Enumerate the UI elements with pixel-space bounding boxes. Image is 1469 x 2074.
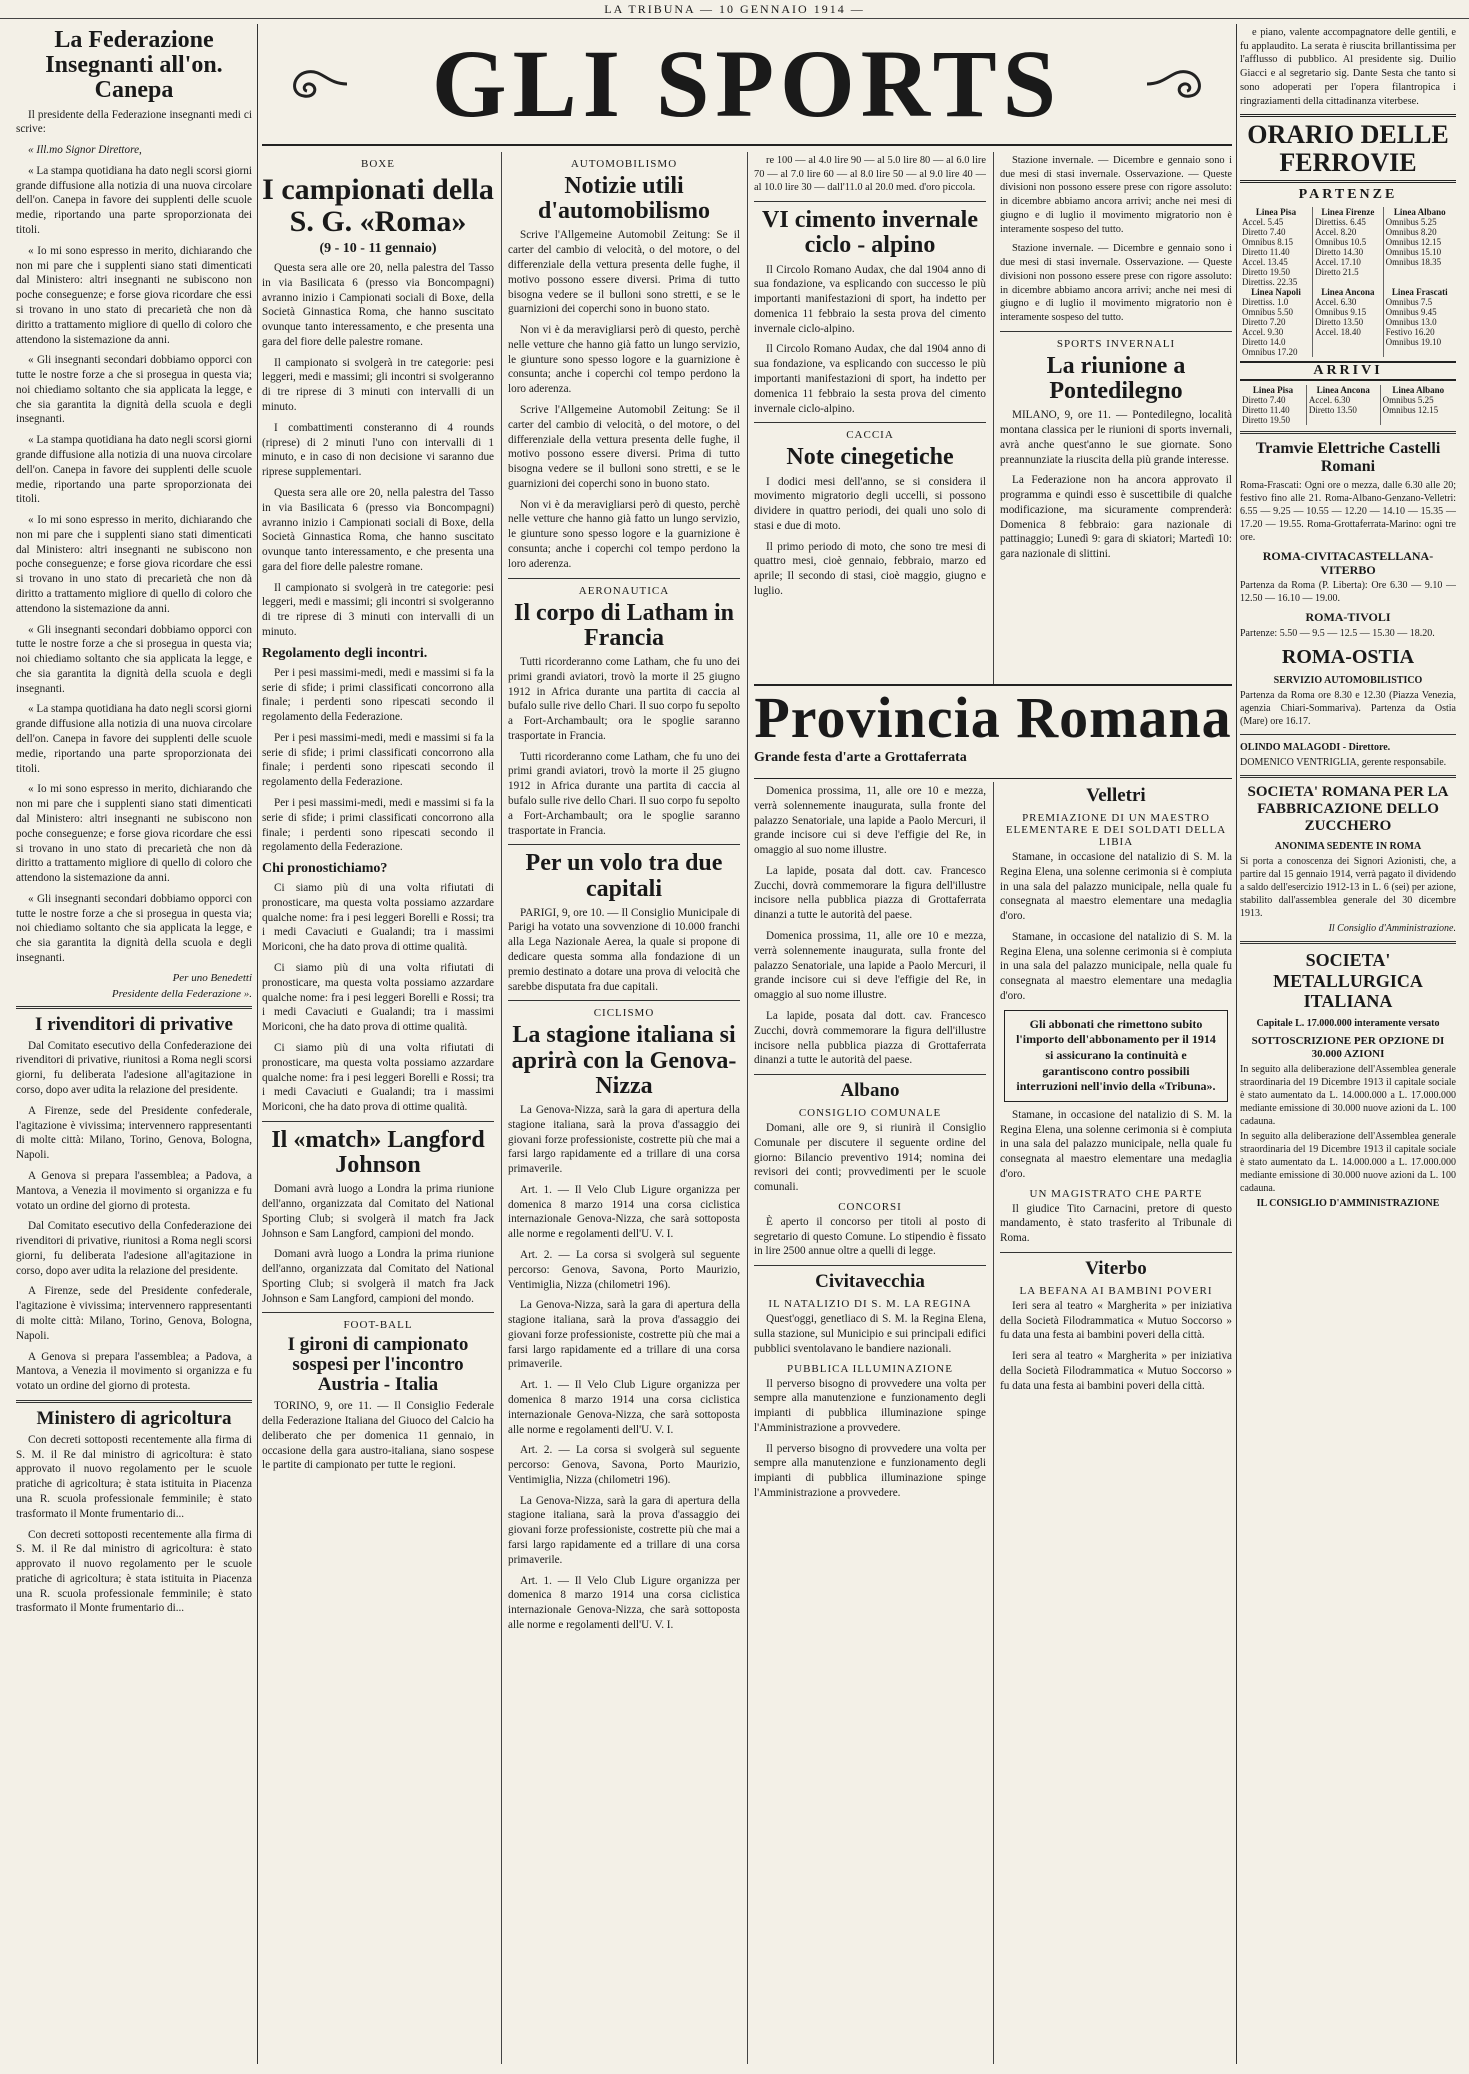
viterbo-kicker: LA BEFANA AI BAMBINI POVERI (1019, 1284, 1213, 1297)
boxe-paragraph: Questa sera alle ore 20, nella palestra del Tasso in via Basilicata 6 (presso via Boncompagni) avranno inizio i Campionati sociali di Boxe, della Società Ginnastica Roma, che hanno suscitato ovunque tanto interessamento, e che presenta una gara del fiore delle palestre romane. (262, 262, 494, 348)
divider (754, 1265, 986, 1266)
divider (16, 1400, 252, 1403)
latham-headline: Il corpo di Latham in Francia (513, 599, 735, 651)
volo-headline: Per un volo tra due capitali (525, 850, 723, 902)
cimento-paragraph: Il Circolo Romano Audax, che dal 1904 anno di sua fondazione, va esplicando con successo le più importanti manifestazioni di sport, ha indetto per domenica 11 febbraio la sesta prova del cimento invernale ciclo-alpino. (754, 263, 986, 335)
divider (754, 201, 986, 202)
arrivi-table (1240, 385, 1456, 425)
train-entry: Diretto 14.0 (1242, 337, 1286, 347)
rivenditori-paragraph: A Firenze, sede del Presidente confederale, l'agitazione è vivissima; intervennero rappresentanti di molte città: Milano, Torino, Genova, Bologna, Napoli. (16, 1104, 252, 1162)
divider (754, 1074, 986, 1075)
pronostici-paragraph: Ci siamo più di una volta rifiutati di pronosticare, ma questa volta possiamo azzardare qualche nome: fra i pesi leggeri Borelli e Rossi; tra i medi Cavaciuti e Gualandi; tra i massimi Moriconi, che ha dato prova di ottime qualità. (262, 882, 494, 954)
train-entry: Omnibus 9.15 (1315, 307, 1367, 317)
rivenditori-headline: I rivenditori di privative (35, 1013, 233, 1035)
train-entry: Diretto 7.20 (1242, 317, 1286, 327)
line-name: Linea Pisa (1255, 207, 1297, 217)
illuminazione-paragraph: Il perverso bisogno di provvedere una volta per sempre alla manutenzione e funzionamento degli impianti di pubblica illuminazione spinge l'Amministrazione a provvedere. (754, 1442, 986, 1499)
albano-paragraph: Domani, alle ore 9, si riunirà il Consiglio Comunale per discutere il seguente ordine del giorno: Bilancio preventivo 1914; nomina dei revisori dei conti; provvedimenti per le scuole comunali. (754, 1122, 986, 1194)
federazione-paragraph: « Io mi sono espresso in merito, dichiarando che non mi pare che i supplenti siano stati dimenticati dal Ministero: altri insegnanti ne subiscono non poche conseguenze; e forse giova ricordare che essi si trovano in uno stato di precarietà che non dà diritto a trattamento migliore di quello di coloro che attendono la sistemazione da anni. (16, 783, 252, 885)
running-head: LA TRIBUNA — 10 GENNAIO 1914 — (0, 0, 1469, 19)
divider (508, 578, 740, 579)
ciclismo-paragraph: Art. 2. — La corsa si svolgerà sul seguente percorso: Genova, Savona, Porto Maurizio, Ventimiglia, Nizza (chilometri 196). (508, 1444, 740, 1486)
ciclismo-paragraph: La Genova-Nizza, sarà la gara di apertura della stagione italiana, sarà la prova d'assaggio dei giovani forze professioniste, costrette più che mai a farsi largo rapidamente ed a trillare di una corsa primaverile. (508, 1103, 740, 1176)
partenze-table (1240, 207, 1456, 357)
rivenditori-paragraph: A Firenze, sede del Presidente confederale, l'agitazione è vivissima; intervennero rappresentanti di molte città: Milano, Torino, Genova, Bologna, Napoli. (16, 1285, 252, 1342)
boxe-headline: I campionati della S. G. «Roma» (262, 173, 494, 238)
ciclismo-paragraph: Art. 1. — Il Velo Club Ligure organizza per domenica 8 marzo 1914 una corsa ciclistica internazionale Genova-Nizza, che sarà sottoposta alle norme e regolamenti dell'U. V. I. (508, 1379, 740, 1436)
sport-invernali-kicker: SPORTS INVERNALI (1056, 337, 1176, 350)
ciclismo-paragraph: La Genova-Nizza, sarà la gara di apertura della stagione italiana, sarà la prova d'assaggio dei giovani forze professioniste, costrette più che mai a farsi largo rapidamente ed a trillare di una corsa primaverile. (508, 1299, 740, 1371)
langford-headline: Il «match» Langford Johnson (271, 1126, 485, 1179)
right-column (1240, 24, 1456, 2064)
boxe-paragraph: Questa sera alle ore 20, nella palestra del Tasso in via Basilicata 6 (presso via Boncompagni) avranno inizio i Campionati sociali di Boxe, della Società Ginnastica Roma, che hanno suscitato ovunque tanto interessamento, e che presenta una gara del fiore delle palestre romane. (262, 486, 494, 573)
train-entry: Omnibus 19.10 (1385, 337, 1442, 347)
line-name: Linea Albano (1392, 385, 1445, 395)
auto-kicker: AUTOMOBILISMO (570, 158, 678, 170)
auto-paragraph: Non vi è da meravigliarsi però di questo, perchè nelle vetture che hanno già fatto un lungo servizio, le giunture sono spesso logore e la guarnizione è consunta; anche i coperchi col tempo perdono la loro aderenza. (508, 498, 740, 570)
caccia-kicker: CACCIA (846, 429, 894, 442)
train-entry: Omnibus 18.35 (1385, 257, 1442, 267)
tivoli-title: ROMA-TIVOLI (1305, 610, 1391, 625)
grottaferrata-paragraph: La lapide, posata dal dott. cav. Francesco Zucchi, dovrà commemorare la figura dell'illustre incisore nella pubblica piazza di Grottaferrata dinanzi a tutte le autorità del paese. (754, 864, 986, 922)
tramvie-text: Roma-Frascati: Ogni ore o mezza, dalle 6.30 alle 20; festivo fino alle 21. Roma-Albano-Genzano-Velletri: 6.55 — 9.25 — 10.55 — 12.20 — 14.10 — 15.35 — 17.20 — 19.55. Roma-Grottaferrata-Marino: ogni tre ore. (1240, 479, 1456, 543)
divider (754, 422, 986, 423)
pronostici-paragraph: Ci siamo più di una volta rifiutati di pronosticare, ma questa volta possiamo azzardare qualche nome: fra i pesi leggeri Borelli e Rossi; tra i medi Cavaciuti e Gualandi; tra i massimi Moriconi, che ha dato prova di ottime qualità. (262, 962, 494, 1034)
auto-headline: Notizie utili d'automobilismo (537, 173, 711, 225)
line-name: Linea Napoli (1251, 287, 1301, 297)
langford-paragraph: Domani avrà luogo a Londra la prima riunione dell'anno, organizzata dal Comitato del National Sporting Club; si svolgerà il match fra Jack Johnson e Sam Langford, campioni del mondo. (262, 1183, 494, 1240)
auto-paragraph: Scrive l'Allgemeine Automobil Zeitung: Se il carter del cambio di velocità, o del motore, o del differenziale della vettura presenta delle fughe, il motivo possono essere diversi. Prima di tutto bisogna vedere se il bulloni sono stretti, e se le guarnizioni dei coperchi sono in buono stato. (508, 403, 740, 490)
latham-paragraph: Tutti ricorderanno come Latham, che fu uno dei primi grandi aviatori, trovò la morte il 25 giugno 1912 in Africa durante una partita di caccia al bufalo sulle rive dello Chari. Il suo corpo fu sepolto a Fort-Archambault; ora le spoglie saranno trasportate in Francia. (508, 655, 740, 742)
divider (262, 1121, 494, 1122)
volo-paragraph: PARIGI, 9, ore 10. — Il Consiglio Municipale di Parigi ha votato una sovvenzione di 10.000 franchi alla Lega Nazionale Aerea, la quale si propone di dedicare questa somma alla fondazione di un premio destinato a dotare una prova di velocità che sarebbe disputata fra due capitali. (508, 906, 740, 993)
train-entry: Diretto 19.50 (1242, 415, 1290, 425)
provincia-title: Provincia Romana (754, 685, 1232, 750)
abbonati-notice: Gli abbonati che rimettono subito l'importo dell'abbonamento per il 1914 si assicurano la continuità e garantiscono contro possibili interruzioni nell'invio della «Tribuna». (1004, 1010, 1228, 1102)
train-entry: Omnibus 17.20 (1242, 347, 1298, 357)
column-rule (993, 782, 994, 2064)
train-entry: Omnibus 12.15 (1385, 237, 1442, 247)
grottaferrata-paragraph: Domenica prossima, 11, alle ore 10 e mezza, verrà solennemente inaugurata, sulla fronte del palazzo Senatoriale, una lapide a Paolo Mercuri, il grande incisore cui si deve l'effigie del Re, in omaggio al suo nome illustre. (754, 930, 986, 1002)
regolamento-paragraph: Per i pesi massimi-medi, medi e massimi si fa la serie di sfide; i primi classificati concorrono alla finale; i perdenti sono ripescati secondo il regolamento della Federazione. (262, 797, 494, 854)
zucchero-subtitle: ANONIMA SEDENTE IN ROMA (1274, 841, 1422, 853)
boxe-paragraph: Il campionato si svolgerà in tre categorie: pesi leggeri, medi e massimi; gli incontri si svolgeranno di tre riprese di 3 minuti con intervalli di un minuto. (262, 581, 494, 638)
federazione-paragraph: « Io mi sono espresso in merito, dichiarando che non mi pare che i supplenti siano stati dimenticati dal Ministero: altri insegnanti ne subiscono non poche conseguenze; e forse giova ricordare che essi si trovano in uno stato di precarietà che non dà diritto a trattamento migliore di quello di coloro che attendono la sistemazione da anni. (16, 514, 252, 615)
grottaferrata-paragraph: La lapide, posata dal dott. cav. Francesco Zucchi, dovrà commemorare la figura dell'illustre incisore nella pubblica piazza di Grottaferrata dinanzi a tutte le autorità del paese. (754, 1009, 986, 1067)
arrivi-header: ARRIVI (1240, 361, 1456, 381)
regolamento-subhead: Regolamento degli incontri. (262, 645, 428, 661)
cimento-paragraph: Il Circolo Romano Audax, che dal 1904 anno di sua fondazione, va esplicando con successo le più importanti manifestazioni di sport, ha indetto per domenica 11 febbraio la sesta prova del cimento invernale ciclo-alpino. (754, 343, 986, 415)
auto-paragraph: Non vi è da meravigliarsi però di questo, perchè nelle vetture che hanno già fatto un lungo servizio, le giunture sono spesso logore e la guarnizione è consunta; anche i coperchi col tempo perdono la loro aderenza. (508, 324, 740, 396)
divider (508, 844, 740, 845)
rivenditori-paragraph: Dal Comitato esecutivo della Confederazione dei rivenditori di privative, riunitosi a Roma negli scorsi giorni, fu deliberata l'adesione all'agitazione in corso, dopo aver udita la relazione del presidente. (16, 1039, 252, 1097)
rivenditori-paragraph: Dal Comitato esecutivo della Confederazione dei rivenditori di privative, riunitosi a Roma negli scorsi giorni, fu deliberata l'adesione all'agitazione in corso, dopo aver udita la relazione del presidente. (16, 1220, 252, 1277)
civitavecchia-kicker: IL NATALIZIO DI S. M. LA REGINA (768, 1298, 972, 1311)
civitacastellana-title: ROMA-CIVITACASTELLANA-VITERBO (1262, 548, 1434, 577)
ostia-subtitle: SERVIZIO AUTOMOBILISTICO (1273, 675, 1423, 687)
pronostici-subhead: Chi pronostichiamo? (262, 861, 388, 877)
train-entry: Omnibus 10.5 (1315, 237, 1367, 247)
train-entry: Omnibus 15.10 (1385, 247, 1442, 257)
train-entry: Omnibus 9.45 (1385, 307, 1437, 317)
zucchero-title: SOCIETA' ROMANA PER LA FABBRICAZIONE DELLO ZUCCHERO (1247, 783, 1449, 835)
velletri-kicker: PREMIAZIONE DI UN MAESTRO ELEMENTARE E DEI SOLDATI DELLA LIBIA (1005, 811, 1227, 848)
auto-column (508, 152, 740, 2064)
train-entry: Omnibus 5.25 (1382, 395, 1434, 405)
civitavecchia-head: Civitavecchia (815, 1271, 925, 1293)
cicl-kicker: CICLISMO (593, 1007, 655, 1020)
train-entry: Accel. 8.20 (1315, 227, 1357, 237)
provincia-romana-banner (754, 684, 1232, 779)
metallurgica-text: In seguito alla deliberazione dell'Assemblea generale straordinaria del 19 Dicembre 1913 il capitale sociale è stato aumentato da L. 14.000.000 a L. 17.000.000 mediante emissione di 30.000 nuove azioni da L. 100 cadauna. (1240, 1063, 1456, 1127)
stazione-paragraph: Stazione invernale. — Dicembre e gennaio sono i due mesi di stasi invernale. Osservazione. — Queste divisioni non possono essere prese con rigore assoluto: in dicembre abbiamo ancora arrivi; anche nei mesi di giugno e di luglio il movimento migratorio non è interamente sospeso del tutto. (1000, 243, 1232, 324)
tramvie-title: Tramvie Elettriche Castelli Romani (1255, 440, 1441, 476)
ciclismo-paragraph: La Genova-Nizza, sarà la gara di apertura della stagione italiana, sarà la prova d'assaggio dei giovani forze professioniste, costrette più che mai a farsi largo rapidamente ed a trillare di una corsa primaverile. (508, 1494, 740, 1566)
federazione-paragraph: « Gli insegnanti secondari dobbiamo opporci con tutte le nostre forze a che si prosegua in questa via; noi chiediamo soltanto che sia applicata la legge, e che sia garantita la dignità della scuola e degli insegnanti. (16, 892, 252, 964)
boxe-column (262, 152, 494, 2064)
concorsi-paragraph: È aperto il concorso per titoli al posto di segretario di questo Comune. Lo stipendio è fissato in lire 2500 annue oltre a quelli di legge. (754, 1215, 986, 1258)
train-entry: Omnibus 8.20 (1385, 227, 1437, 237)
train-entry: Diretto 21.5 (1315, 267, 1359, 277)
divider (508, 1000, 740, 1001)
grottaferrata-paragraph: Domenica prossima, 11, alle ore 10 e mezza, verrà solennemente inaugurata, sulla fronte del palazzo Senatoriale, una lapide a Paolo Mercuri, il grande incisore cui si deve l'effigie del Re, in omaggio al suo nome illustre. (754, 785, 986, 857)
ciclismo-paragraph: Art. 1. — Il Velo Club Ligure organizza per domenica 8 marzo 1914 una corsa ciclistica internazionale Genova-Nizza, che sarà sottoposta alle norme e regolamenti dell'U. V. I. (508, 1574, 740, 1631)
train-entry: Diretto 7.40 (1242, 227, 1286, 237)
partenze-header: PARTENZE (1298, 187, 1398, 202)
metallurgica-subtitle: SOTTOSCRIZIONE PER OPZIONE DI 30.000 AZIONI (1251, 1035, 1445, 1061)
sports-columns (262, 152, 1232, 2064)
train-entry: Accel. 5.45 (1242, 217, 1284, 227)
illuminazione-kicker: PUBBLICA ILLUMINAZIONE (787, 1362, 953, 1375)
caccia-paragraph: I dodici mesi dell'anno, se si considera il movimento migratorio degli uccelli, si possono dividere in quattro periodi, dei quali uno solo di stasi e due di moto. (754, 475, 986, 532)
pronostici-paragraph: Ci siamo più di una volta rifiutati di pronosticare, ma questa volta possiamo azzardare qualche nome: fra i pesi leggeri Borelli e Rossi; tra i medi Cavaciuti e Gualandi; tra i massimi Moriconi, che ha dato prova di ottime qualità. (262, 1041, 494, 1114)
magistrato-kicker: UN MAGISTRATO CHE PARTE (1029, 1187, 1203, 1200)
train-entry: Diretto 11.40 (1242, 405, 1290, 415)
pontedilegno-paragraph: MILANO, 9, ore 11. — Pontedilegno, località montana classica per le riunioni di sports invernali, avrà anche quest'anno le sue giornate. Sono preannunziate la riuscita della più grande interesse. (1000, 409, 1232, 466)
train-entry: Omnibus 5.50 (1242, 307, 1294, 317)
federazione-paragraph: « La stampa quotidiana ha dato negli scorsi giorni grande diffusione alla notizia di una nuova circolare dell'on. Canepa in favore dei supplenti delle scuole medie, riportando una parte sproporzionata dei titoli. (16, 164, 252, 237)
concorsi-kicker: CONCORSI (838, 1200, 902, 1213)
line-name: Linea Firenze (1321, 207, 1375, 217)
boxe-kicker: BOXE (361, 158, 395, 170)
federazione-paragraph: « Io mi sono espresso in merito, dichiarando che non mi pare che i supplenti siano stati dimenticati dal Ministero: altri insegnanti ne subiscono non poche conseguenze; e forse giova ricordare che essi si trovano in uno stato di precarietà che non dà diritto a trattamento migliore di quello di coloro che attendono la sistemazione da anni. (16, 244, 252, 346)
divider (1000, 1252, 1232, 1253)
federazione-intro: Il presidente della Federazione insegnanti medi ci scrive: (16, 108, 252, 136)
aero-kicker: AERONAUTICA (578, 584, 670, 597)
divider (1240, 775, 1456, 778)
federazione-paragraph: « La stampa quotidiana ha dato negli scorsi giorni grande diffusione alla notizia di una nuova circolare dell'on. Canepa in favore dei supplenti delle scuole medie, riportando una parte sproporzionata dei titoli. (16, 434, 252, 506)
train-entry: Omnibus 7.5 (1385, 297, 1433, 307)
train-entry: Accel. 18.40 (1315, 327, 1361, 337)
magistrato-paragraph: Il giudice Tito Carnacini, pretore di questo mandamento, è stato trasferito al Tribunale di Roma. (1000, 1202, 1232, 1245)
federazione-paragraph: « La stampa quotidiana ha dato negli scorsi giorni grande diffusione alla notizia di una nuova circolare dell'on. Canepa in favore dei supplenti delle scuole medie, riportando una parte sproporzionata dei titoli. (16, 703, 252, 775)
line-name: Linea Ancona (1316, 385, 1370, 395)
pontedilegno-headline: La riunione a Pontedilegno (1046, 352, 1186, 404)
divider (16, 1006, 252, 1009)
viterbo-paragraph: Ieri sera al teatro « Margherita » per iniziativa della Società Filodrammatica « Mutuo Soccorso » fu data una festa ai bambini poveri della città. (1000, 1350, 1232, 1392)
illuminazione-paragraph: Il perverso bisogno di provvedere una volta per sempre alla manutenzione e funzionamento degli impianti di pubblica illuminazione spinge l'Amministrazione a provvedere. (754, 1377, 986, 1434)
ostia-title: ROMA-OSTIA (1281, 646, 1415, 669)
agricoltura-paragraph: Con decreti sottoposti recentemente alla firma di S. M. il Re dal ministro di agricoltura: è stato approvato il nuovo regolamento per le scuole pratiche di agricoltura; è stata istituita in Piacenza una R. scuola professionale femminile; è stato trasformato il Monte frumentario di... (16, 1433, 252, 1520)
train-entry: Accel. 13.45 (1242, 257, 1288, 267)
orario-ferrovie-title: ORARIO DELLE FERROVIE (1240, 114, 1456, 183)
divider (1000, 331, 1232, 332)
train-entry: Accel. 6.30 (1308, 395, 1351, 405)
albano-head: Albano (840, 1080, 900, 1102)
football-paragraph: TORINO, 9, ore 11. — Il Consiglio Federale della Federazione Italiana del Giuoco del Calcio ha deliberato che per domenica 11 gennaio, in occasione della gara austro-italiana, siano sospese le partite di campionato per tutte le regioni. (262, 1400, 494, 1472)
caccia-paragraph: Il primo periodo di moto, che sono tre mesi di quattro mesi, cioè gennaio, febbraio, marzo ed aprile; Il secondo di stasi, cioè maggio, giugno e luglio. (754, 540, 986, 598)
divider (262, 1312, 494, 1313)
ciclismo-paragraph: Art. 2. — La corsa si svolgerà sul seguente percorso: Genova, Savona, Porto Maurizio, Ventimiglia, Nizza (chilometri 196). (508, 1248, 740, 1291)
train-entry: Accel. 6.30 (1315, 297, 1357, 307)
boxe-paragraph: Il campionato si svolgerà in tre categorie: pesi leggeri, medi e massimi; gli incontri si svolgeranno di tre riprese di 3 minuti con intervalli di un minuto. (262, 356, 494, 414)
grottaferrata-subtitle: Grande festa d'arte a Grottaferrata (754, 750, 967, 765)
column-rule (993, 152, 994, 684)
train-entry: Diretto 13.50 (1315, 317, 1364, 327)
velletri-head: Velletri (1086, 785, 1146, 806)
agricoltura-headline: Ministero di agricoltura (36, 1407, 232, 1429)
masthead-title: GLI SPORTS (431, 30, 1063, 137)
train-entry: Omnibus 13.0 (1385, 317, 1437, 327)
train-entry: Diretto 13.50 (1308, 405, 1357, 415)
train-entry: Direttiss. 22.35 (1242, 277, 1298, 287)
velletri-paragraph: Stamane, in occasione del natalizio di S. M. la Regina Elena, una solenne cerimonia si è compiuta in una sala del palazzo municipale, nella quale fu consegnata al maestro elementare una medaglia d'oro. (1000, 850, 1232, 923)
latham-paragraph: Tutti ricorderanno come Latham, che fu uno dei primi grandi aviatori, trovò la morte il 25 giugno 1912 in Africa durante una partita di caccia al bufalo sulle rive dello Chari. Il suo corpo fu sepolto a Fort-Archambault; ora le spoglie saranno trasportate in Francia. (508, 750, 740, 837)
ostia-text: Partenza da Roma ore 8.30 e 12.30 (Piazza Venezia, agenzia Chiari-Sommariva). Partenza da Ostia (Mare) ore 16.17. (1240, 689, 1456, 727)
boxe-dates: (9 - 10 - 11 gennaio) (319, 241, 437, 256)
federazione-paragraph: « Gli insegnanti secondari dobbiamo opporci con tutte le nostre forze a che si prosegua in questa via; noi chiediamo soltanto che sia applicata la legge, e che sia garantita la dignità della scuola e degli insegnanti. (16, 623, 252, 695)
left-column (16, 24, 252, 2064)
line-name: Linea Pisa (1252, 385, 1294, 395)
albano-kicker: CONSIGLIO COMUNALE (798, 1107, 942, 1119)
metallurgica-sign: IL CONSIGLIO D'AMMINISTRAZIONE (1256, 1197, 1440, 1209)
metallurgica-text: In seguito alla deliberazione dell'Assemblea generale straordinaria del 19 Dicembre 1913 il capitale sociale è stato aumentato da L. 14.000.000 a L. 17.000.000 mediante emissione di 30.000 nuove azioni da L. 100 cadauna. (1240, 1130, 1456, 1194)
regolamento-paragraph: Per i pesi massimi-medi, medi e massimi si fa la serie di sfide; i primi classificati concorrono alla finale; i perdenti sono ripescati secondo il regolamento della Federazione. (262, 666, 494, 724)
sports-masthead (262, 24, 1232, 146)
civitacastellana-text: Partenza da Roma (P. Liberta): Ore 6.30 — 9.10 — 12.50 — 16.10 — 19.00. (1240, 580, 1456, 605)
football-headline: I gironi di campionato sospesi per l'incontro Austria - Italia (287, 1334, 469, 1396)
column-rule (747, 152, 748, 2064)
ciclismo-paragraph: Art. 1. — Il Velo Club Ligure organizza per domenica 8 marzo 1914 una corsa ciclistica internazionale Genova-Nizza, che sarà sottoposta alle norme e regolamenti dell'U. V. I. (508, 1183, 740, 1241)
provincia-column (754, 782, 986, 2064)
sports-section (262, 24, 1232, 2064)
stazione-paragraph: Stazione invernale. — Dicembre e gennaio sono i due mesi di stasi invernale. Osservazione. — Queste divisioni non possono essere prese con rigore assoluto: in dicembre abbiamo ancora arrivi; anche nei mesi di giugno e di luglio il movimento migratorio non è interamente sospeso del tutto. (1000, 155, 1232, 235)
ciclismo-headline: La stagione italiana si aprirà con la Genova-Nizza (511, 1022, 737, 1099)
regolamento-paragraph: Per i pesi massimi-medi, medi e massimi si fa la serie di sfide; i primi classificati concorrono alla finale; i perdenti sono ripescati secondo il regolamento della Federazione. (262, 731, 494, 789)
federazione-signoff-role: Presidente della Federazione ». (111, 987, 252, 1000)
line-name: Linea Frascati (1391, 287, 1448, 297)
federazione-salutation: « Ill.mo Signor Direttore, (28, 144, 142, 157)
rivenditori-paragraph: A Genova si prepara l'assemblea; a Padova, a Mantova, a Venezia il movimento si organizza e fu votato un ordine del giorno di protesta. (16, 1169, 252, 1212)
viterbo-paragraph: Ieri sera al teatro « Margherita » per iniziativa della Società Filodrammatica « Mutuo Soccorso » fu data una festa ai bambini poveri della città. (1000, 1299, 1232, 1342)
divider (1240, 941, 1456, 944)
auto-paragraph: Scrive l'Allgemeine Automobil Zeitung: Se il carter del cambio di velocità, o del motore, o del differenziale della vettura presenta delle fughe, il motivo possono essere diversi. Prima di tutto bisogna vedere se il bulloni sono stretti, e se le guarnizioni dei coperchi sono in buono stato. (508, 229, 740, 316)
divider (1240, 734, 1456, 735)
train-entry: Direttiss. 6.45 (1315, 217, 1366, 227)
train-entry: Diretto 7.40 (1242, 395, 1286, 405)
train-entry: Festivo 16.20 (1385, 327, 1435, 337)
column-rule (1236, 24, 1237, 2064)
column-rule (257, 24, 258, 2064)
train-entry: Diretto 11.40 (1242, 247, 1290, 257)
zucchero-sign: Il Consiglio d'Amministrazione. (1328, 922, 1456, 934)
federazione-headline: La Federazione Insegnanti all'on. Canepa (45, 27, 223, 104)
line-name: Linea Albano (1393, 207, 1446, 217)
viterbo-head: Viterbo (1085, 1257, 1147, 1279)
director-line: OLINDO MALAGODI - Direttore. (1240, 741, 1391, 753)
agricoltura-paragraph: Con decreti sottoposti recentemente alla firma di S. M. il Re dal ministro di agricoltura: è stato approvato il nuovo regolamento per le scuole pratiche di agricoltura; è stata istituita in Piacenza una R. scuola professionale femminile; è stato trasformato il Monte frumentario di... (16, 1528, 252, 1615)
football-kicker: FOOT-BALL (343, 1319, 413, 1332)
train-entry: Omnibus 5.25 (1385, 217, 1437, 227)
caccia-headline: Note cinegetiche (786, 444, 954, 471)
langford-paragraph: Domani avrà luogo a Londra la prima riunione dell'anno, organizzata dal Comitato del National Sporting Club; si svolgerà il match fra Jack Johnson e Sam Langford, campioni del mondo. (262, 1248, 494, 1305)
metallurgica-capital: Capitale L. 17.000.000 interamente versato (1256, 1017, 1440, 1029)
federazione-signoff: Per uno Benedetti (172, 971, 252, 984)
train-entry: Accel. 17.10 (1315, 257, 1361, 267)
metallurgica-title: SOCIETA' METALLURGICA ITALIANA (1273, 949, 1423, 1012)
line-name: Linea Ancona (1321, 287, 1375, 297)
divider (1240, 431, 1456, 434)
classifica-continuation: re 100 — al 4.0 lire 90 — al 5.0 lire 80 — al 6.0 lire 70 — al 7.0 lire 60 — al 8.0 lire 50 — al 9.0 lire 40 — al 10.0 lire 30 — dall'11.0 al 20.0 med. d'oro piccola. (754, 155, 986, 194)
column-rule (501, 152, 502, 2064)
rivenditori-paragraph: A Genova si prepara l'assemblea; a Padova, a Mantova, a Venezia il movimento si organizza e fu votato un ordine del giorno di protesta. (16, 1350, 252, 1393)
gerente-line: DOMENICO VENTRIGLIA, gerente responsabile. (1240, 756, 1447, 768)
velletri-column (1000, 782, 1232, 2064)
train-entry: Direttiss. 1.0 (1242, 297, 1289, 307)
tivoli-text: Partenze: 5.50 — 9.5 — 12.5 — 15.30 — 18.20. (1240, 628, 1435, 640)
flourish-ornament-icon (1142, 64, 1212, 104)
train-entry: Omnibus 8.15 (1242, 237, 1294, 247)
sports-invernali-column (1000, 152, 1232, 684)
train-entry: Diretto 19.50 (1242, 267, 1290, 277)
velletri-paragraph: Stamane, in occasione del natalizio di S. M. la Regina Elena, una solenne cerimonia si è compiuta in una sala del palazzo municipale, nella quale fu consegnata al maestro elementare una medaglia d'oro. (1000, 930, 1232, 1002)
federazione-paragraph: « Gli insegnanti secondari dobbiamo opporci con tutte le nostre forze a che si prosegua in questa via; noi chiediamo soltanto che sia applicata la legge, e che sia garantita la dignità della scuola e degli insegnanti. (16, 354, 252, 426)
train-entry: Omnibus 12.15 (1382, 405, 1439, 415)
velletri-paragraph: Stamane, in occasione del natalizio di S. M. la Regina Elena, una solenne cerimonia si è compiuta in una sala del palazzo municipale, nella quale fu consegnata al maestro elementare una medaglia d'oro. (1000, 1108, 1232, 1180)
boxe-paragraph: I combattimenti consteranno di 4 rounds (riprese) di 2 minuti l'uno con intervalli di 1 minuto, e in caso di non decisione vi saranno due riprese supplementari. (262, 421, 494, 479)
viterbo-continuation: e piano, valente accompagnatore delle gentili, e fu applaudito. La serata è riuscita brillantissima per l'afflusso di pubblico. Al presidente sig. Duilio Giacci e al segretario sig. Dante Sesta che tanto si sono adoperati per l'opera filantropica i ringraziamenti della cittadinanza viterbese. (1240, 27, 1456, 107)
zucchero-text: Si porta a conoscenza dei Signori Azionisti, che, a partire dal 15 gennaio 1914, verrà pagato il dividendo a saldo dell'esercizio 1912-13 in L. 6 (sei) per azione, stabilito dall'assemblea generale del 30 dicembre 1913. (1240, 855, 1456, 919)
train-entry: Diretto 14.30 (1315, 247, 1364, 257)
cimento-headline: VI cimento invernale ciclo - alpino (762, 207, 978, 259)
pontedilegno-paragraph: La Federazione non ha ancora approvato il programma e quindi esso è suscettibile di qualche modificazione, ma sicuramente comprenderà: Domenica 8 febbraio: gara nazionale di pattinaggio; Lunedì 9: gara di skiatori; Martedì 10: gara nazionale di slittini. (1000, 474, 1232, 561)
train-entry: Accel. 9.30 (1242, 327, 1284, 337)
civitavecchia-paragraph: Quest'oggi, genetliaco di S. M. la Regina Elena, sulla stazione, sul Municipio e sui principali edifici pubblici sventolavano le bandiere nazionali. (754, 1313, 986, 1355)
